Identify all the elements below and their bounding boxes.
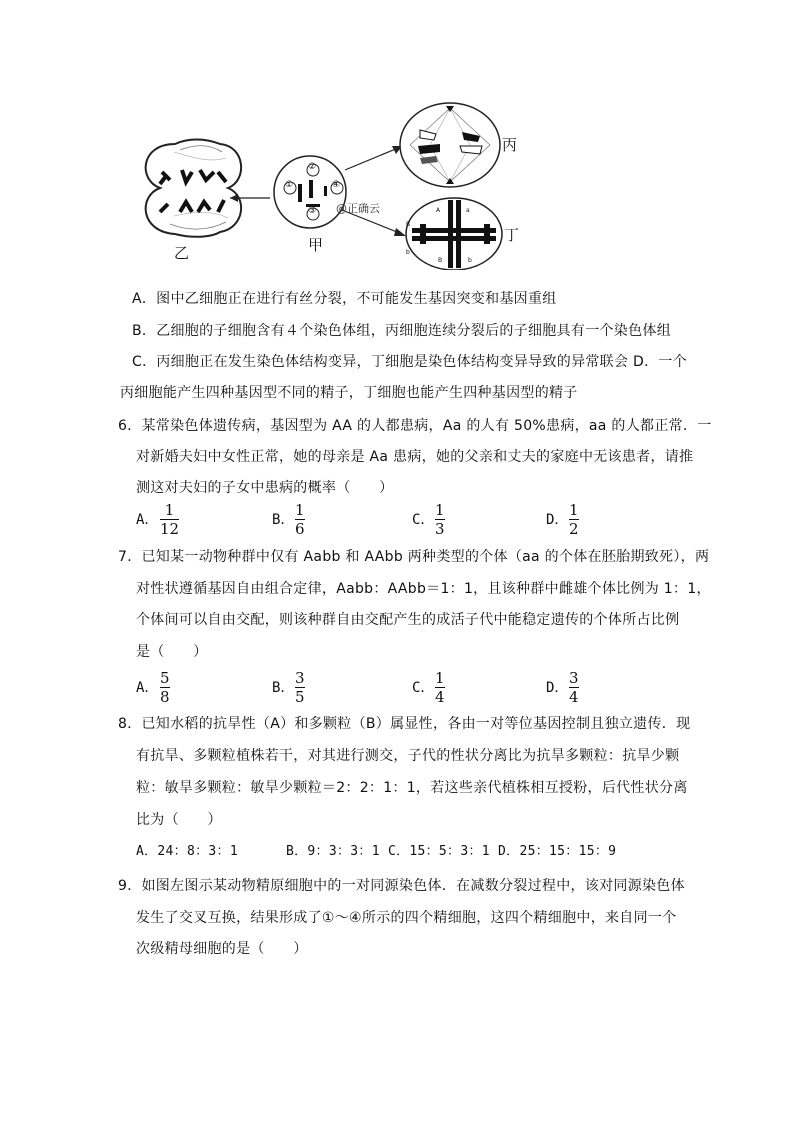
ding-letter-B-bottom: B [438,257,443,264]
q9-stem-line3: 次级精母细胞的是（ ） [136,941,308,957]
label-ding: 丁 [504,226,520,244]
q8-stem-line1: 8．已知水稻的抗旱性（A）和多颗粒（B）属显性，各由一对等位基因控制且独立遗传．现 [118,716,691,732]
q5-option-b: B．乙细胞的子细胞含有４个染色体组，丙细胞连续分裂后的子细胞具有一个染色体组 [132,323,672,339]
denominator: 4 [569,688,579,706]
q6-option-c-fraction [435,502,445,537]
q6-option-c-label: C． [412,512,435,528]
q7-option-d-label: D． [546,680,569,696]
ding-letter-b-left: b [406,249,410,256]
cell-division-diagram [130,100,530,270]
q7-stem-line4: 是（ ） [136,644,208,660]
jia-circle-4: ④ [332,180,341,190]
numerator: 3 [295,669,305,687]
q5-option-c-line2: 丙细胞能产生四种基因型不同的精子，丁细胞也能产生四种基因型的精子 [120,385,578,401]
denominator: 5 [295,688,305,706]
q6-stem-line2: 对新婚夫妇中女性正常，她的母亲是 Aa 患病，她的父亲和丈夫的家庭中无该患者，请推 [136,449,694,465]
q9-stem-line2: 发生了交叉互换，结果形成了①～④所示的四个精细胞，这四个精细胞中，来自同一个 [136,910,677,926]
numerator: 5 [160,669,170,687]
q8-stem-line2: 有抗旱、多颗粒植株若干，对其进行测交，子代的性状分离比为抗旱多颗粒：抗旱少颗 [136,748,680,764]
q7-stem-line3: 个体间可以自由交配，则该种群自由交配产生的成活子代中能稳定遗传的个体所占比例 [136,612,680,628]
q7-option-c-label: C． [412,680,435,696]
denominator: 4 [435,688,445,706]
q5-option-a: A．图中乙细胞正在进行有丝分裂，不可能发生基因突变和基因重组 [132,291,557,307]
numerator: 1 [164,501,175,519]
q6-option-a-fraction [160,502,179,537]
ding-letter-A: A [436,207,441,214]
label-yi: 乙 [174,244,190,262]
q6-option-b-label: B． [272,512,295,528]
denominator: 8 [160,688,170,706]
jia-circle-2: ② [308,162,317,172]
q7-option-a-fraction [160,670,170,705]
cell-figure [130,100,530,270]
q6-option-a-label: A． [136,512,159,528]
numerator: 1 [569,501,579,519]
label-jia: 甲 [308,236,324,254]
jia-circle-3: ③ [308,206,317,216]
cell-bing [400,103,500,187]
q8-stem-line4: 比为（ ） [136,812,222,828]
cell-ding [406,198,502,270]
ding-letter-B-left: B [406,221,411,228]
denominator: 12 [160,520,180,538]
q8-stem-line3: 粒：敏旱多颗粒：敏旱少颗粒＝2：2：1：1，若这些亲代植株相互授粉，后代性状分离 [136,780,688,796]
arrow-to-bing [345,148,398,170]
q7-option-b-label: B． [272,680,295,696]
q8-options[interactable]: A．24：8：3：1 B．9：3：3：1 C．15：5：3：1 D．25：15：15：9 [136,844,617,859]
denominator: 3 [435,520,445,538]
watermark: @正确云 [336,202,380,215]
jia-circle-1: ① [285,180,294,190]
q7-stem-line1: 7．已知某一动物种群中仅有 Aabb 和 AAbb 两种类型的个体（aa 的个体在胚胎期致死），两 [118,549,710,565]
denominator: 6 [295,520,305,538]
q9-stem-line1: 9．如图左图示某动物精原细胞中的一对同源染色体．在减数分裂过程中，该对同源染色体 [118,878,685,894]
q5-option-c-line1: C．丙细胞正在发生染色体结构变异，丁细胞是染色体结构变异导致的异常联会 D．一个 [132,354,688,370]
q7-option-b-fraction [295,670,305,705]
numerator: 3 [569,669,579,687]
q6-option-b-fraction [295,502,305,537]
q7-option-d-fraction [569,670,579,705]
q7-option-c-fraction [435,670,445,705]
q7-stem-line2: 对性状遵循基因自由组合定律，Aabb：AAbb＝1：1，且该种群中雌雄个体比例为 1：1， [136,581,711,597]
q7-option-a-label: A． [136,680,159,696]
cell-yi [146,140,241,237]
q6-stem-line3: 测这对夫妇的子女中患病的概率（ ） [136,480,394,496]
q6-option-d-label: D． [546,512,569,528]
numerator: 1 [435,501,445,519]
q6-stem-line1: 6．某常染色体遗传病，基因型为 AA 的人都患病，Aa 的人有 50%患病，aa 的人都正常．一 [118,418,712,434]
q6-option-d-fraction [569,502,579,537]
label-bing: 丙 [502,136,518,154]
denominator: 2 [569,520,579,538]
numerator: 1 [435,669,445,687]
ding-letter-b-bottom: b [468,257,472,264]
numerator: 1 [295,501,305,519]
ding-letter-a: a [466,207,470,214]
